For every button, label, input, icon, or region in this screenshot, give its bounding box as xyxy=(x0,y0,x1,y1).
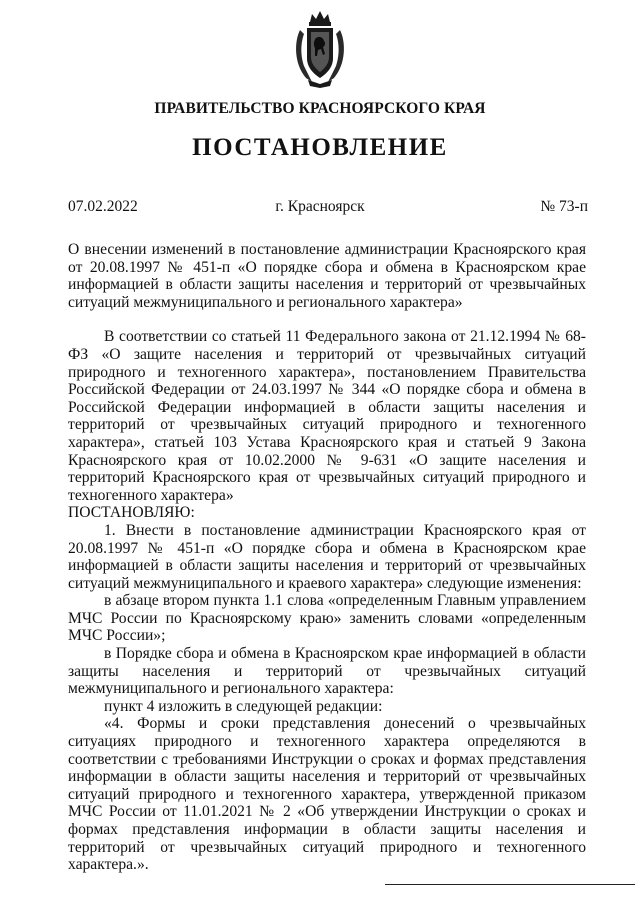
coat-of-arms-icon xyxy=(292,8,348,88)
amendment-point-4-paragraph: пункт 4 изложить в следующей редакции: xyxy=(104,697,383,715)
clause-1-paragraph: 1. Внести в постановление администрации Красноярского края от 20.08.1997 № 451-п «О порядке сбора и обмена в Красноярском крае информацией в области защиты населения и территорий от чрезвычайных ситуаций межмуниципального и краевого характера» следующие изменения: xyxy=(68,521,586,592)
footer-rule xyxy=(385,884,635,885)
resolution-keyword: ПОСТАНОВЛЯЮ: xyxy=(68,504,195,522)
amendment-procedure-paragraph: в Порядке сбора и обмена в Красноярском крае информацией в области защиты населения и территорий от чрезвычайных ситуаций межмуниципального и регионального характера: xyxy=(68,645,586,698)
document-title: О внесении изменений в постановление администрации Красноярского края от 20.08.1997 № 451-п «О порядке сбора и обмена в Красноярском крае информацией в области защиты населения и территорий от чрезвычайных ситуаций межмуниципального и регионального характера» xyxy=(68,241,586,311)
amendment-1-1-paragraph: в абзаце втором пункта 1.1 слова «определенным Главным управлением МЧС России по Красноярскому краю» заменить словами «определенным МЧС России»; xyxy=(68,592,586,645)
document-body xyxy=(68,241,586,874)
document-type: ПОСТАНОВЛЕНИЕ xyxy=(192,134,448,161)
preamble-paragraph: В соответствии со статьей 11 Федерального закона от 21.12.1994 № 68-ФЗ «О защите населения и территорий от чрезвычайных ситуаций природного и техногенного характера», постановлением Правительства Российской Федерации от 24.03.1997 № 344 «О порядке сбора и обмена в Российской Федерации информацией в области защиты населения и территорий от чрезвычайных ситуаций природного и техногенного характера», статьей 103 Устава Красноярского края и статьей 9 Закона Красноярского края от 10.02.2000 № 9-631 «О защите населения и территорий Красноярского края от чрезвычайных ситуаций природного и техногенного характера» xyxy=(68,328,586,504)
document-date: 07.02.2022 xyxy=(68,198,138,215)
document-city: г. Красноярск xyxy=(275,198,365,215)
organization-name: ПРАВИТЕЛЬСТВО КРАСНОЯРСКОГО КРАЯ xyxy=(154,100,486,117)
document-number: № 73-п xyxy=(540,198,588,215)
new-point-4-text: «4. Формы и сроки представления донесений о чрезвычайных ситуациях природного и техногенного характера определяются в соответствии с требованиями Инструкции о сроках и формах представления информации в области защиты населения и территорий от чрезвычайных ситуаций природного и техногенного характера, утвержденной приказом МЧС России от 11.01.2021 № 2 «Об утверждении Инструкции о сроках и формах представления информации в области защиты населения и территорий от чрезвычайных ситуаций природного и техногенного характера.». xyxy=(68,715,586,874)
